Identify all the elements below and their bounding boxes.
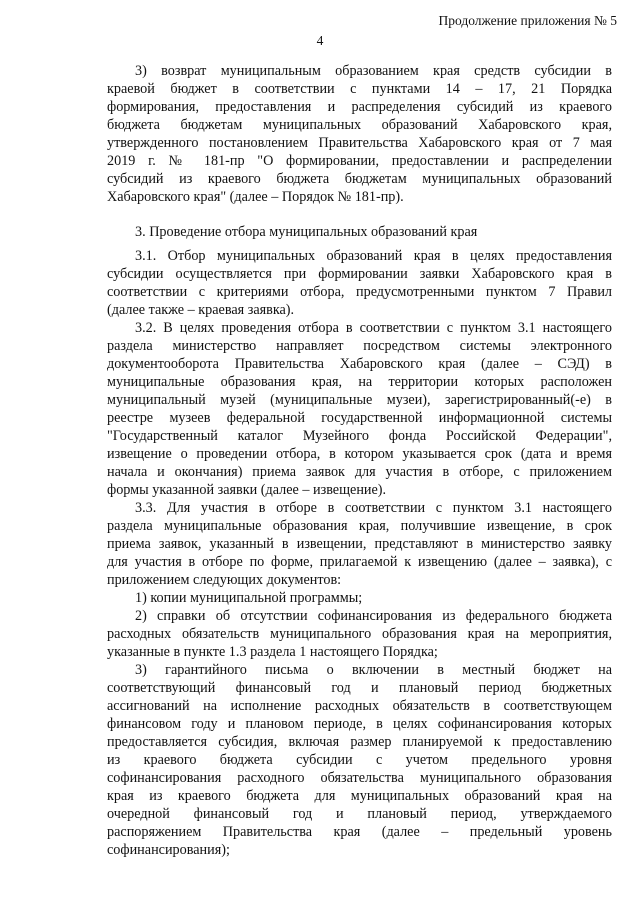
- text-line: муниципальный музей (муниципальные музеи), зарегистрированный(-е) в: [107, 392, 612, 408]
- text-line: расходных обязательств муниципального образования края на мероприятия,: [107, 626, 612, 642]
- text-line: документооборота Правительства Хабаровского края (далее – СЭД) в: [107, 356, 612, 372]
- text-line: 1) копии муниципальной программы;: [135, 590, 363, 606]
- text-line: софинансирования);: [107, 842, 230, 858]
- text-line: муниципальные образования края, на территории которых расположен: [107, 374, 612, 390]
- text-line: приложением следующих документов:: [107, 572, 342, 588]
- text-line: формирования, предоставления и распределения субсидий из краевого: [107, 99, 612, 115]
- appendix-continuation-label: Продолжение приложения № 5: [438, 13, 617, 28]
- text-line: реестре музеев федеральной государственной информационной системы: [107, 410, 612, 426]
- text-line: субсидий из краевого бюджета бюджетам муниципальных образований: [107, 171, 612, 187]
- text-line: соответствии с критериями отбора, предусмотренными пунктом 7 Правил: [107, 284, 612, 300]
- text-line: 3.1. Отбор муниципальных образований края в целях предоставления: [135, 248, 612, 264]
- text-line: "Государственный каталог Музейного фонда Российской Федерации",: [107, 428, 612, 444]
- text-line: начала и окончания) приема заявок для участия в отборе, с приложением: [107, 464, 612, 480]
- text-line: 3.3. Для участия в отборе в соответствии с пунктом 3.1 настоящего: [135, 500, 612, 516]
- text-line: (далее также – краевая заявка).: [107, 302, 295, 318]
- text-line: края из краевого бюджета для муниципальных образований края на: [107, 788, 612, 804]
- text-line: 3.2. В целях проведения отбора в соответствии с пунктом 3.1 настоящего: [135, 320, 612, 336]
- text-line: 3) возврат муниципальным образованием края средств субсидии в: [135, 63, 612, 79]
- text-line: указанные в пункте 1.3 раздела 1 настоящего Порядка;: [107, 644, 438, 660]
- section-heading: 3. Проведение отбора муниципальных образований края: [135, 224, 478, 240]
- text-line: очередной финансовый год и плановый период, утверждаемого: [107, 806, 612, 822]
- text-line: для участия в отборе по форме, прилагаемой к извещению (далее – заявка), с: [107, 554, 612, 570]
- text-line: 3) гарантийного письма о включении в местный бюджет на: [135, 662, 612, 678]
- text-line: из краевого бюджета субсидии с учетом предельного уровня: [107, 752, 612, 768]
- text-line: раздела министерство направляет посредством системы электронного: [107, 338, 612, 354]
- text-line: субсидии осуществляется при формировании заявки Хабаровского края в: [107, 266, 612, 282]
- text-line: краевой бюджет в соответствии с пунктами 14 – 17, 21 Порядка: [107, 81, 612, 97]
- text-line: раздела муниципальные образования края, получившие извещение, в срок: [107, 518, 612, 534]
- text-line: извещение о проведении отбора, в котором указывается срок (дата и время: [107, 446, 612, 462]
- text-line: софинансирования расходного обязательства муниципального образования: [107, 770, 612, 786]
- text-line: 2019 г. № 181-пр "О формировании, предоставлении и распределении: [107, 153, 612, 169]
- text-line: Хабаровского края" (далее – Порядок № 181-пр).: [107, 189, 404, 205]
- text-line: соответствующий финансовый год и плановый период бюджетных: [107, 680, 612, 696]
- text-line: предоставляется субсидия, включая размер планируемой к предоставлению: [107, 734, 612, 750]
- text-line: финансовом году и плановом периоде, в целях софинансирования которых: [107, 716, 612, 732]
- text-line: бюджета бюджетам муниципальных образований Хабаровского края,: [107, 117, 612, 133]
- page-number: 4: [316, 33, 324, 48]
- text-line: приема заявок, указанный в извещении, представляют в министерство заявку: [107, 536, 612, 552]
- text-line: формы указанной заявки (далее – извещение).: [107, 482, 387, 498]
- text-line: ассигнований на исполнение расходных обязательств в соответствующем: [107, 698, 612, 714]
- text-line: утвержденного постановлением Правительства Хабаровского края от 7 мая: [107, 135, 612, 151]
- text-line: распоряжением Правительства края (далее – предельный уровень: [107, 824, 612, 840]
- text-line: 2) справки об отсутствии софинансирования из федерального бюджета: [135, 608, 612, 624]
